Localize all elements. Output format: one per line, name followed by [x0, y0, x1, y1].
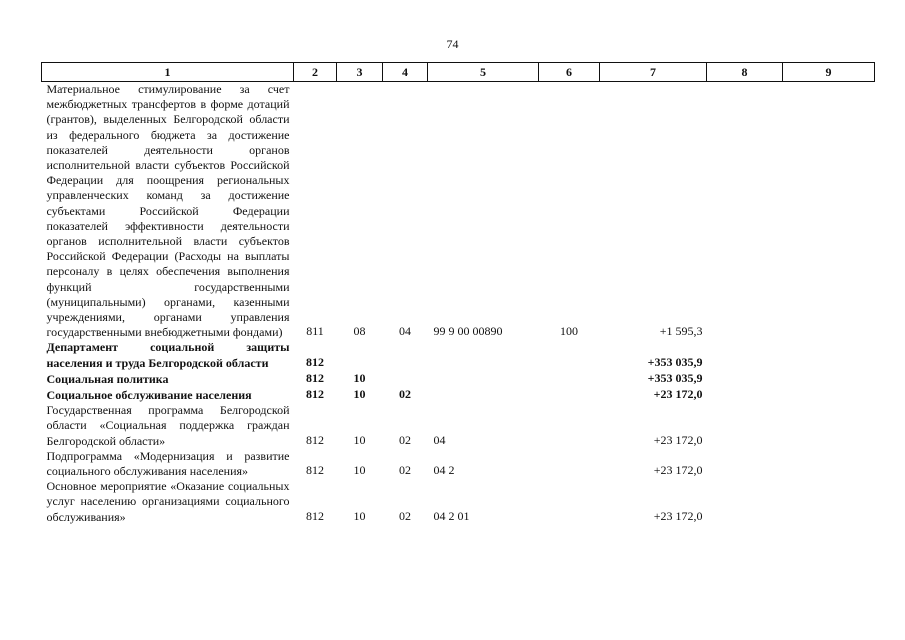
table-body	[42, 82, 875, 525]
header-cell: 6	[539, 63, 600, 82]
row-grbs: 812	[306, 508, 324, 523]
table-row	[42, 371, 875, 387]
row-amount: +23 172,0	[653, 387, 703, 402]
row-expense-type	[539, 403, 600, 449]
row-expense-type	[539, 340, 600, 370]
header-cell: 3	[337, 63, 383, 82]
row-grbs: 812	[306, 463, 324, 478]
header-cell: 8	[707, 63, 783, 82]
row-subsection	[383, 371, 428, 387]
page-number: 74	[446, 37, 459, 51]
row-grbs: 811	[306, 324, 324, 339]
row-col8	[707, 371, 783, 387]
row-subsection: 02	[399, 508, 411, 523]
row-target-article: 04 2 01	[433, 508, 470, 523]
table-row	[42, 82, 875, 341]
row-col9	[783, 82, 875, 341]
row-col8	[707, 449, 783, 479]
row-target-article: 04 2	[433, 463, 455, 478]
row-col8	[707, 479, 783, 525]
row-subsection: 02	[399, 387, 411, 402]
row-section: 10	[353, 508, 366, 523]
header-cell: 9	[783, 63, 875, 82]
row-name: Социальная политика	[46, 371, 169, 386]
row-subsection	[383, 340, 428, 370]
row-col9	[783, 387, 875, 403]
header-cell: 5	[428, 63, 539, 82]
row-amount: +1 595,3	[659, 324, 703, 339]
row-section: 08	[353, 324, 366, 339]
row-name: Материальное стимулирование за счет межбюджетных трансфертов в форме дотаций (грантов), выделенных Белгородской области из федерального бюджета за достижение показателей деятельности органов исполнительной власти субъектов Российской Федерации для поощрения региональных управленческих команд за достижение субъектами Российской Федерации показателей эффективности деятельности органов исполнительной власти субъектов Российской Федерации (Расходы на выплаты персоналу в целях обеспечения выполнения функций государственными (муниципальными) органами, казенными учреждениями, органами управления государственными внебюджетными фондами)	[46, 82, 290, 340]
header-cell: 4	[383, 63, 428, 82]
table-row	[42, 449, 875, 479]
row-target-article: 04	[433, 432, 446, 447]
row-name: Подпрограмма «Модернизация и развитие социального обслуживания населения»	[46, 448, 290, 479]
row-expense-type	[539, 387, 600, 403]
row-section: 10	[353, 432, 366, 447]
header-row	[42, 63, 875, 82]
row-col9	[783, 340, 875, 370]
row-grbs: 812	[306, 354, 324, 369]
row-expense-type: 100	[560, 324, 578, 339]
row-target-article	[428, 340, 539, 370]
row-col9	[783, 479, 875, 525]
header-cell: 1	[42, 63, 294, 82]
row-expense-type	[539, 449, 600, 479]
table-row	[42, 340, 875, 370]
row-section: 10	[353, 370, 366, 385]
row-grbs: 812	[306, 387, 324, 402]
row-expense-type	[539, 479, 600, 525]
row-section: 10	[353, 387, 366, 402]
row-subsection: 04	[399, 324, 411, 339]
row-col8	[707, 82, 783, 341]
row-amount: +23 172,0	[653, 432, 703, 447]
row-subsection: 02	[399, 432, 411, 447]
row-grbs: 812	[306, 370, 324, 385]
row-section	[337, 340, 383, 370]
row-col8	[707, 403, 783, 449]
table-row	[42, 403, 875, 449]
table-row	[42, 387, 875, 403]
row-col9	[783, 371, 875, 387]
row-amount: +353 035,9	[647, 354, 703, 369]
table-row	[42, 479, 875, 525]
row-col8	[707, 340, 783, 370]
budget-table	[41, 62, 875, 525]
row-amount: +23 172,0	[653, 463, 703, 478]
row-expense-type	[539, 371, 600, 387]
row-amount: +353 035,9	[647, 370, 703, 385]
row-col9	[783, 403, 875, 449]
row-col8	[707, 387, 783, 403]
row-name: Департамент социальной защиты населения и труда Белгородской области	[46, 340, 290, 370]
row-name: Государственная программа Белгородской области «Социальная поддержка граждан Белгородской области»	[46, 403, 290, 448]
row-subsection: 02	[399, 463, 411, 478]
row-target-article	[428, 371, 539, 387]
row-grbs: 812	[306, 432, 324, 447]
header-cell: 2	[294, 63, 337, 82]
header-cell: 7	[600, 63, 707, 82]
row-name: Социальное обслуживание населения	[46, 388, 252, 403]
row-target-article: 99 9 00 00890	[433, 324, 503, 339]
row-name: Основное мероприятие «Оказание социальных услуг населению организациями социального обслуживания»	[46, 479, 290, 524]
row-amount: +23 172,0	[653, 508, 703, 523]
row-section: 10	[353, 463, 366, 478]
row-col9	[783, 449, 875, 479]
row-target-article	[428, 387, 539, 403]
table-header	[42, 63, 875, 82]
